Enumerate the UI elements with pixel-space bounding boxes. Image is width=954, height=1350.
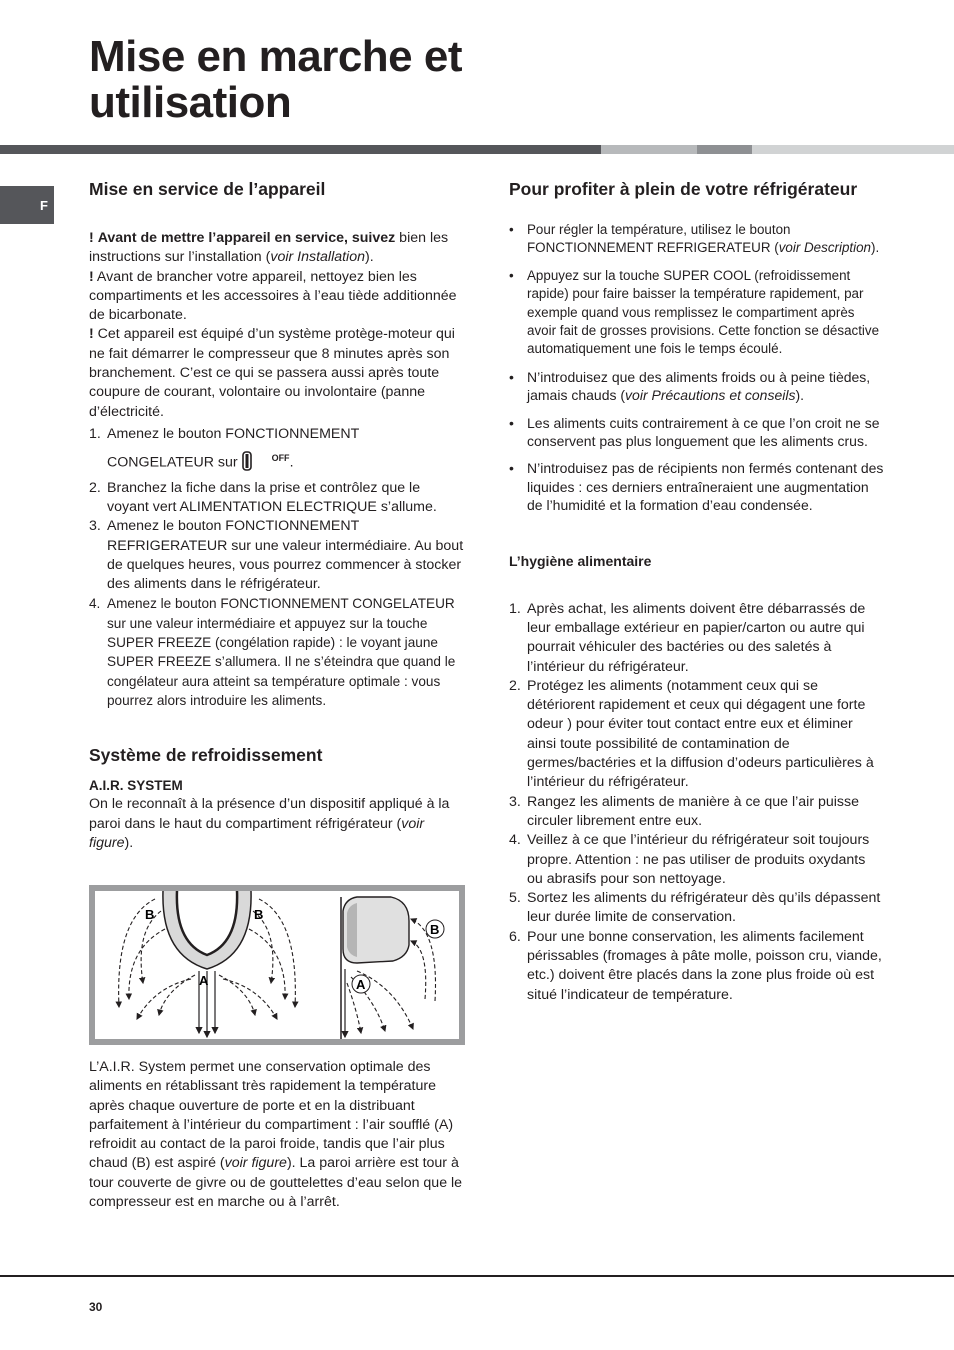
sub-heading-hygiene: L’hygiène alimentaire — [509, 552, 652, 569]
warning-1-bold: Avant de mettre l’appareil en service, suivez — [97, 230, 396, 246]
language-tab-label: F — [40, 197, 48, 213]
list-item-number: 5. — [509, 890, 521, 907]
warning-mark: ! — [89, 268, 94, 285]
list-item-text: Branchez la fiche dans la prise et contrôlez que le voyant vert ALIMENTATION ELECTRIQUE s’allume. — [107, 479, 437, 515]
left-column — [89, 180, 465, 853]
air-system-intro — [89, 795, 465, 853]
label-a-front: A — [199, 973, 209, 988]
tips-list — [509, 221, 884, 515]
right-column — [509, 180, 884, 1005]
side-view — [341, 897, 444, 1039]
list-item-text: Rangez les aliments de manière à ce que l’air puisse circuler librement entre eux. — [527, 793, 860, 829]
air-intro-end: ). — [124, 834, 134, 851]
list-item — [509, 414, 884, 451]
warning-1-ref: voir Installation — [270, 249, 365, 266]
figure-canvas — [95, 891, 459, 1039]
air-body-ref: voir figure — [224, 1155, 287, 1172]
air-body-text: L’A.I.R. System permet une conservation optimale des aliments en rétablissant très rapidement la température après chaque ouverture de porte et en la distribuant parfaitement à l’intérieur du compartiment : l’air soufflé (A) refroidit au contact de la paroi froide, tandis que l’air plus chaud (B) est aspiré ( — [89, 1059, 454, 1172]
list-item — [89, 422, 465, 479]
bullet-text: Les aliments cuits contrairement à ce que l’on croit ne se conservent pas plus longuement que les aliments crus. — [527, 414, 880, 450]
warning-2 — [89, 268, 465, 326]
header-rule-light-b — [752, 145, 954, 154]
list-item — [89, 594, 465, 710]
list-item-number: 3. — [89, 518, 101, 535]
bullet-end: ). — [870, 240, 880, 256]
warning-1-text: bien les instructions sur l’installation ( — [89, 230, 449, 266]
list-item-end: . — [289, 454, 294, 471]
header-rule-mid — [697, 145, 752, 154]
section-heading-mise-en-service: Mise en service de l’appareil — [89, 179, 326, 199]
list-item-text: Amenez le bouton FONCTIONNEMENT REFRIGERATEUR sur une valeur intermédiaire. Au bout de quelques heures, vous pourrez commencer à stocker des aliments dans le réfrigérateur. — [107, 518, 464, 593]
front-view — [119, 891, 296, 1037]
list-item-text: Pour une bonne conservation, les aliments facilement périssables (fromages à pâte molle, poisson cru, viande, etc.) doivent être placés dans la zone plus froide où est situé l’indicateur de température. — [527, 928, 882, 1003]
list-item-number: 2. — [89, 479, 101, 496]
list-item-text: Amenez le bouton FONCTIONNEMENT CONGELATEUR sur — [107, 425, 360, 471]
list-item — [509, 600, 884, 677]
bullet-end: ). — [795, 387, 805, 404]
page-number: 30 — [89, 1300, 103, 1314]
list-item — [509, 889, 884, 928]
bullet: • — [509, 460, 514, 477]
list-item-number: 1. — [89, 425, 101, 442]
list-item — [509, 793, 884, 832]
section-heading-refroidissement: Système de refroidissement — [89, 745, 323, 766]
bullet: • — [509, 222, 514, 237]
list-item-number: 4. — [89, 596, 101, 612]
list-item-number: 1. — [509, 600, 521, 617]
list-item — [89, 479, 465, 518]
list-item-number: 4. — [509, 832, 521, 849]
list-item — [509, 459, 884, 514]
air-body-end: ). La paroi arrière est tour à tour couverte de givre ou de gouttelettes d’eau selon que le compresseur est en marche ou à l’arrêt. — [89, 1155, 463, 1211]
airflow-diagram — [95, 891, 459, 1039]
list-item — [89, 517, 465, 594]
header-rule-light-a — [601, 145, 697, 154]
label-b-side: B — [430, 922, 440, 937]
warning-3-text: Cet appareil est équipé d’un système protège-moteur qui ne fait démarrer le compresseur que 8 minutes après son branchement. C’est ce qui se passera aussi après toute coupure de courant, volontaire ou involontaire (panne d’électricité. — [89, 326, 455, 420]
header-rule-dark — [0, 145, 601, 154]
warning-mark: ! — [89, 230, 94, 246]
list-item — [509, 221, 884, 258]
sub-heading-air-system: A.I.R. SYSTEM — [89, 778, 183, 794]
bullet-text: N’introduisez que des aliments froids ou à peine tièdes, jamais chauds ( — [527, 368, 871, 404]
list-item — [509, 928, 884, 1005]
list-item-number: 6. — [509, 928, 521, 945]
air-system-figure — [89, 885, 465, 1045]
list-item-text: Après achat, les aliments doivent être débarrassés de leur emballage extérieur en papier/carton ou autre qui pourrait véhiculer des bactéries ou des saletés à l’intérieur du réfrigérateur. — [527, 600, 866, 675]
list-item-text: Veillez à ce que l’intérieur du réfrigérateur soit toujours propre. Attention : ne pas utiliser de produits oxydants ou abrasifs pour son nettoyage. — [527, 832, 870, 887]
title-line-1: Mise en marche et — [89, 32, 462, 81]
bullet-ref: voir Précautions et conseils — [625, 387, 796, 404]
language-tab — [0, 186, 54, 224]
bullet-text: Pour régler la température, utilisez le bouton FONCTIONNEMENT REFRIGERATEUR ( — [527, 222, 791, 256]
bullet-text: N’introduisez pas de récipients non fermés contenant des liquides : ces derniers entraîneraient une augmentation de l’humidité et la formation d’eau condensée. — [527, 460, 884, 514]
label-a-side: A — [356, 977, 366, 992]
warning-2-text: Avant de brancher votre appareil, nettoyez bien les compartiments et les accessoires à l’eau tiède additionnée de bicarbonate. — [89, 268, 457, 324]
list-item-number: 3. — [509, 793, 521, 810]
air-intro-ref: voir figure — [89, 815, 425, 851]
section-heading-profiter: Pour profiter à plein de votre réfrigérateur — [509, 179, 858, 199]
page-title — [89, 34, 462, 126]
list-item — [509, 368, 884, 405]
label-b-right: B — [254, 907, 264, 922]
list-item-text: Protégez les aliments (notamment ceux qui se détériorent rapidement et ceux qui dégagent une forte odeur ) pour éviter tout contact entre eux et éliminer ainsi toute possibilité de contamination de germes/bactéries et la diffusion d’odeurs particulières à l’intérieur du réfrigérateur. — [527, 677, 874, 791]
bullet: • — [509, 368, 514, 385]
title-line-2: utilisation — [89, 78, 292, 127]
list-item-text: Amenez le bouton FONCTIONNEMENT CONGELATEUR sur une valeur intermédiaire et appuyez sur la touche SUPER FREEZE (congélation rapide) : le voyant jaune SUPER FREEZE s’allumera. Il ne s’éteindra que quand le congélateur aura atteint sa température optimale : vous pourrez alors introduire les aliments. — [107, 596, 456, 708]
air-intro-text: On le reconnaît à la présence d’un dispositif appliqué à la paroi dans le haut du compartiment réfrigérateur ( — [89, 796, 450, 832]
air-system-body — [89, 1058, 465, 1212]
warning-mark: ! — [89, 326, 94, 343]
warning-3 — [89, 325, 465, 421]
list-item-text: Sortez les aliments du réfrigérateur dès qu’ils dépassent leur durée limite de conservation. — [527, 890, 881, 926]
list-item — [509, 677, 884, 793]
warning-1-end: ). — [365, 249, 374, 266]
knob-off-icon — [242, 449, 272, 479]
hygiene-list — [509, 600, 884, 1005]
bullet-text: Appuyez sur la touche SUPER COOL (refroidissement rapide) pour faire baisser la température rapidement, par exemple quand vous remplissez le compartiment après avoir fait de grosses provisions. Cette fonction se désactive automatiquement une fois le temps écoulé. — [527, 267, 880, 357]
footer-rule — [0, 1275, 954, 1277]
label-b-left: B — [145, 907, 155, 922]
list-item — [509, 831, 884, 889]
bullet: • — [509, 267, 514, 283]
list-item — [509, 267, 884, 359]
off-label: OFF — [271, 452, 290, 463]
startup-steps — [89, 422, 465, 710]
bullet: • — [509, 414, 514, 431]
bullet-ref: voir Description — [778, 240, 871, 256]
list-item-number: 2. — [509, 677, 521, 694]
warning-1 — [89, 229, 465, 268]
air-system-description — [89, 1058, 465, 1212]
